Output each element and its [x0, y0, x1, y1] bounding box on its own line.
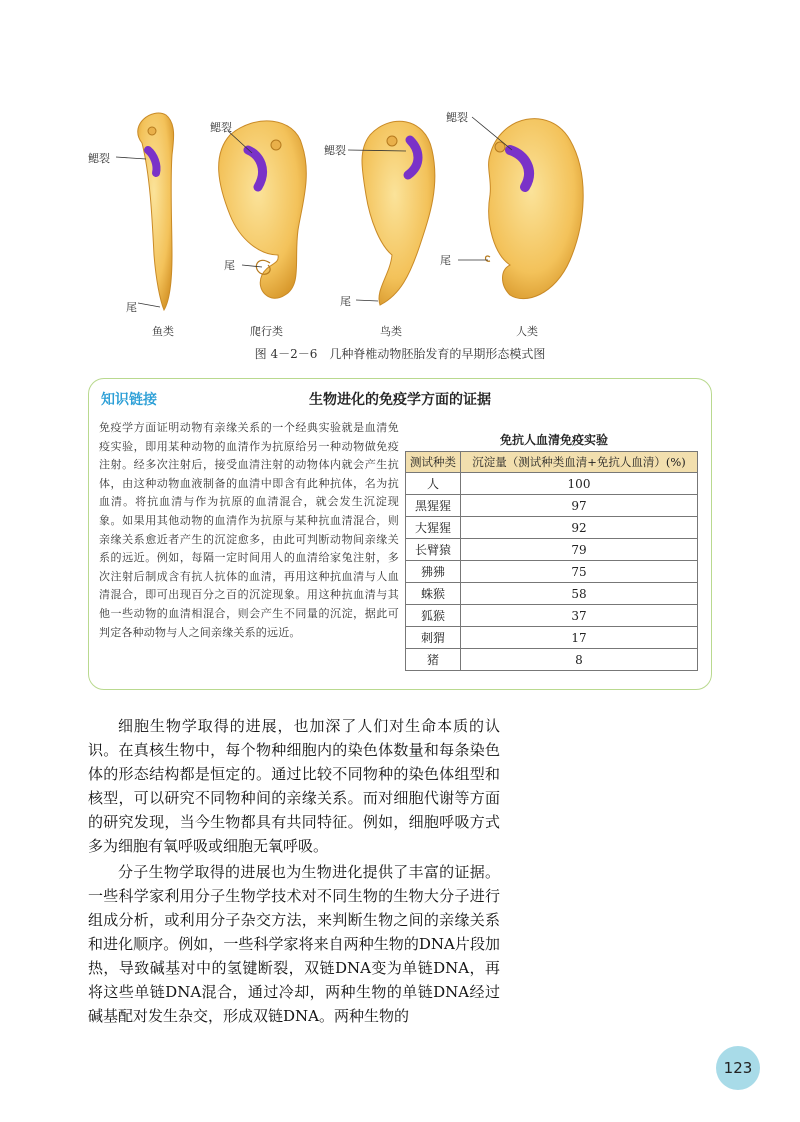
table-row [406, 473, 698, 495]
species-cell: 人 [406, 473, 461, 495]
knowledge-link-box [88, 378, 712, 690]
table-row [406, 495, 698, 517]
value-cell: 37 [461, 605, 698, 627]
reptile-gill-label: 鳃裂 [210, 121, 232, 134]
value-cell: 92 [461, 517, 698, 539]
table-row [406, 627, 698, 649]
paragraph-1: 细胞生物学取得的进展，也加深了人们对生命本质的认识。在真核生物中，每个物种细胞内的染色体数量和每条染色体的形态结构都是恒定的。通过比较不同物种的染色体组型和核型，可以研究不同物种间的亲缘关系。而对细胞代谢等方面的研究发现，当今生物都具有共同特征。例如，细胞呼吸方式多为细胞有氧呼吸或细胞无氧呼吸。 [88, 717, 500, 855]
immunity-table [405, 451, 698, 671]
fish-name: 鱼类 [152, 325, 174, 338]
table-row [406, 583, 698, 605]
table-title: 免抗人血清免疫实验 [499, 433, 608, 447]
bird-name: 鸟类 [380, 325, 402, 338]
value-cell: 97 [461, 495, 698, 517]
table-row [406, 649, 698, 671]
figure-caption: 图 4－2－6 几种脊椎动物胚胎发育的早期形态模式图 [254, 347, 546, 361]
fish-tail-label: 尾 [126, 301, 137, 314]
fish-gill-label: 鳃裂 [88, 152, 110, 165]
body-section [88, 714, 500, 1028]
species-cell: 狒狒 [406, 561, 461, 583]
table-row [406, 517, 698, 539]
page-number: 123 [716, 1046, 760, 1090]
human-tail-label: 尾 [440, 254, 451, 267]
species-cell: 黑猩猩 [406, 495, 461, 517]
species-cell: 蛛猴 [406, 583, 461, 605]
bird-embryo [348, 121, 435, 305]
header-species: 测试种类 [406, 452, 461, 473]
header-precipitate: 沉淀量（测试种类血清+免抗人血清）(%) [461, 452, 698, 473]
table-row [406, 561, 698, 583]
species-cell: 大猩猩 [406, 517, 461, 539]
knowledge-link-tag: 知识链接 [101, 392, 157, 408]
value-cell: 8 [461, 649, 698, 671]
species-cell: 长臂猿 [406, 539, 461, 561]
reptile-tail-label: 尾 [224, 259, 235, 272]
reptile-name: 爬行类 [250, 325, 283, 338]
knowledge-link-title: 生物进化的免疫学方面的证据 [309, 392, 491, 408]
value-cell: 75 [461, 561, 698, 583]
human-embryo [458, 117, 583, 299]
human-name: 人类 [516, 325, 538, 338]
paragraph-2: 分子生物学取得的进展也为生物进化提供了丰富的证据。一些科学家利用分子生物学技术对不同生物的生物大分子进行组成分析，或利用分子杂交方法，来判断生物之间的亲缘关系和进化顺序。例如，一些科学家将来自两种生物的DNA片段加热，导致碱基对中的氢键断裂，双链DNA变为单链DNA，再将这些单链DNA混合，通过冷却，两种生物的单链DNA经过碱基配对发生杂交，形成双链DNA。两种生物的 [88, 863, 500, 1025]
embryo-figure [80, 95, 600, 345]
fish-embryo [116, 113, 174, 310]
knowledge-link-text: 免疫学方面证明动物有亲缘关系的一个经典实验就是血清免疫实验，即用某种动物的血清作为抗原给另一种动物做免疫注射。经多次注射后，接受血清注射的动物体内就会产生抗体，由这种动物血液制备的血清中即含有此种抗体，名为抗血清。将抗血清与作为抗原的血清混合，就会发生沉淀现象。如果用其他动物的血清作为抗原与某种抗血清混合，则亲缘关系愈近者产生的沉淀愈多，由此可判断动物间亲缘关系的远近。例如，每隔一定时间用人的血清给家兔注射，多次注射后制成含有抗人抗体的血清，再用这种抗血清与人血清混合，即可出现百分之百的沉淀现象。用这种抗血清与其他一些动物的血清相混合，则会产生不同量的沉淀，据此可判定各种动物与人之间亲缘关系的远近。 [99, 421, 399, 639]
table-row [406, 605, 698, 627]
value-cell: 100 [461, 473, 698, 495]
table-row [406, 539, 698, 561]
human-gill-label: 鳃裂 [446, 111, 468, 124]
bird-tail-label: 尾 [340, 295, 351, 308]
species-cell: 猪 [406, 649, 461, 671]
value-cell: 17 [461, 627, 698, 649]
species-cell: 狐猴 [406, 605, 461, 627]
value-cell: 58 [461, 583, 698, 605]
bird-gill-label: 鳃裂 [324, 144, 346, 157]
table-header-row [406, 452, 698, 473]
species-cell: 刺猬 [406, 627, 461, 649]
value-cell: 79 [461, 539, 698, 561]
